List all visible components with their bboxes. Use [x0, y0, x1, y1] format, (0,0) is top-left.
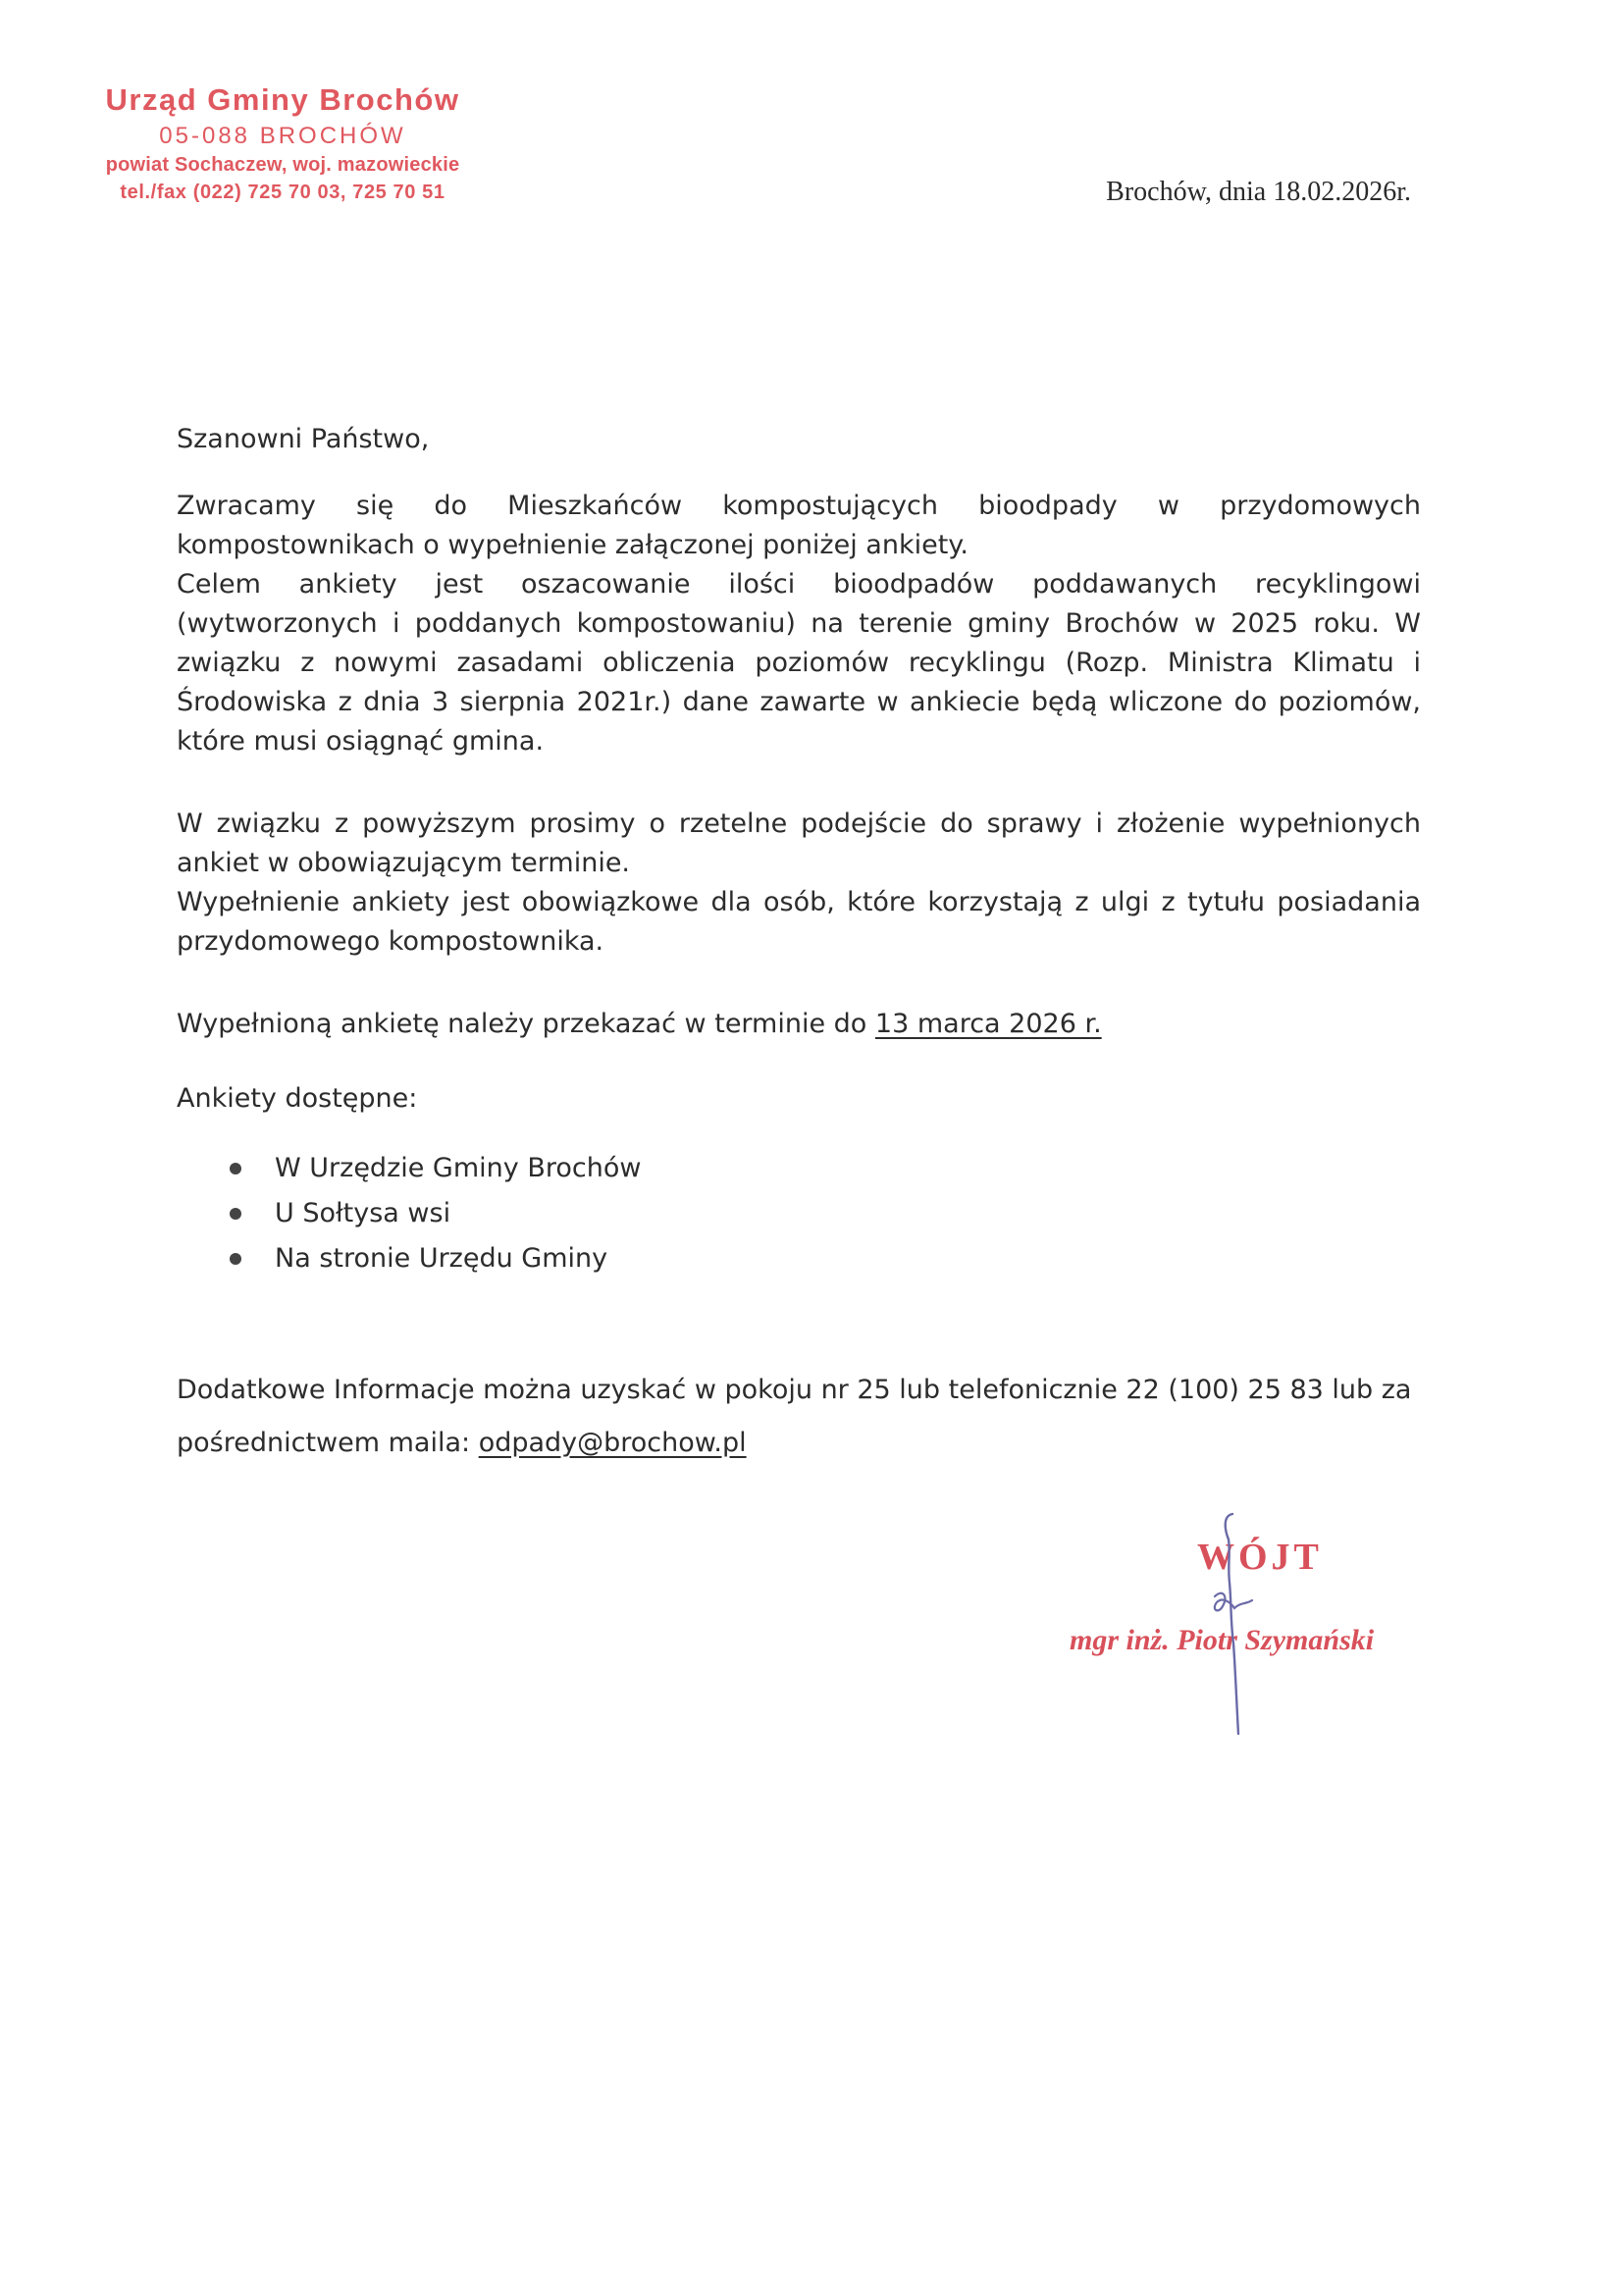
deadline-sentence [177, 1005, 1421, 1044]
signatory-title: WÓJT [1197, 1537, 1323, 1578]
contact-text: Dodatkowe Informacje można uzyskać w pokoju nr 25 lub telefonicznie 22 (100) 25 83 lub za pośrednictwem maila: [177, 1375, 1412, 1458]
list-item [230, 1236, 1421, 1281]
office-postal-address: 05-088 BROCHÓW [159, 123, 406, 149]
email-link[interactable]: odpady@brochow.pl [478, 1428, 747, 1458]
bullet-icon [230, 1253, 241, 1265]
office-name: Urząd Gminy Brochów [105, 82, 460, 117]
deadline-text: Wypełnioną ankietę należy przekazać w terminie do [177, 1009, 875, 1039]
place-and-date: Brochów, dnia 18.02.2026r. [1106, 177, 1411, 207]
list-item-label: W Urzędzie Gminy Brochów [275, 1153, 642, 1183]
bullet-icon [230, 1208, 241, 1220]
bullet-icon [230, 1163, 241, 1174]
list-item [230, 1191, 1421, 1236]
handwritten-signature [1050, 1506, 1462, 1761]
list-item [230, 1146, 1421, 1191]
office-district: powiat Sochaczew, woj. mazowieckie [105, 154, 460, 176]
contact-info [177, 1364, 1421, 1470]
signatory-name: mgr inż. Piotr Szymański [1070, 1624, 1375, 1656]
letter-body [177, 420, 1421, 1470]
paragraph-appeal: W związku z powyższym prosimy o rzetelne podejście do sprawy i złożenie wypełnionych ankiet w obowiązującym terminie. [177, 809, 1421, 878]
paragraph-request: Zwracamy się do Mieszkańców kompostujących bioodpady w przydomowych kompostownikach o wypełnienie załączonej poniżej ankiety. [177, 491, 1421, 560]
list-item-label: U Sołtysa wsi [275, 1198, 451, 1228]
paragraph-obligation: Wypełnienie ankiety jest obowiązkowe dla osób, które korzystają z ulgi z tytułu posiadania przydomowego kompostownika. [177, 887, 1421, 957]
availability-list [177, 1146, 1421, 1281]
office-phone: tel./fax (022) 725 70 03, 725 70 51 [120, 182, 445, 203]
greeting: Szanowni Państwo, [177, 424, 430, 454]
deadline-date: 13 marca 2026 r. [874, 1009, 1102, 1039]
signature-stamp [1050, 1506, 1462, 1761]
list-item-label: Na stronie Urzędu Gminy [275, 1243, 608, 1274]
office-letterhead-stamp [96, 80, 469, 206]
availability-heading: Ankiety dostępne: [177, 1083, 418, 1114]
paragraph-purpose: Celem ankiety jest oszacowanie ilości bioodpadów poddawanych recyklingowi (wytworzonych i poddanych kompostowaniu) na terenie gminy Brochów w 2025 roku. W związku z nowymi zasadami obliczenia poziomów recyklingu (Rozp. Ministra Klimatu i Środowiska z dnia 3 sierpnia 2021r.) dane zawarte w ankiecie będą wliczone do poziomów, które musi osiągnąć gmina. [177, 569, 1421, 757]
